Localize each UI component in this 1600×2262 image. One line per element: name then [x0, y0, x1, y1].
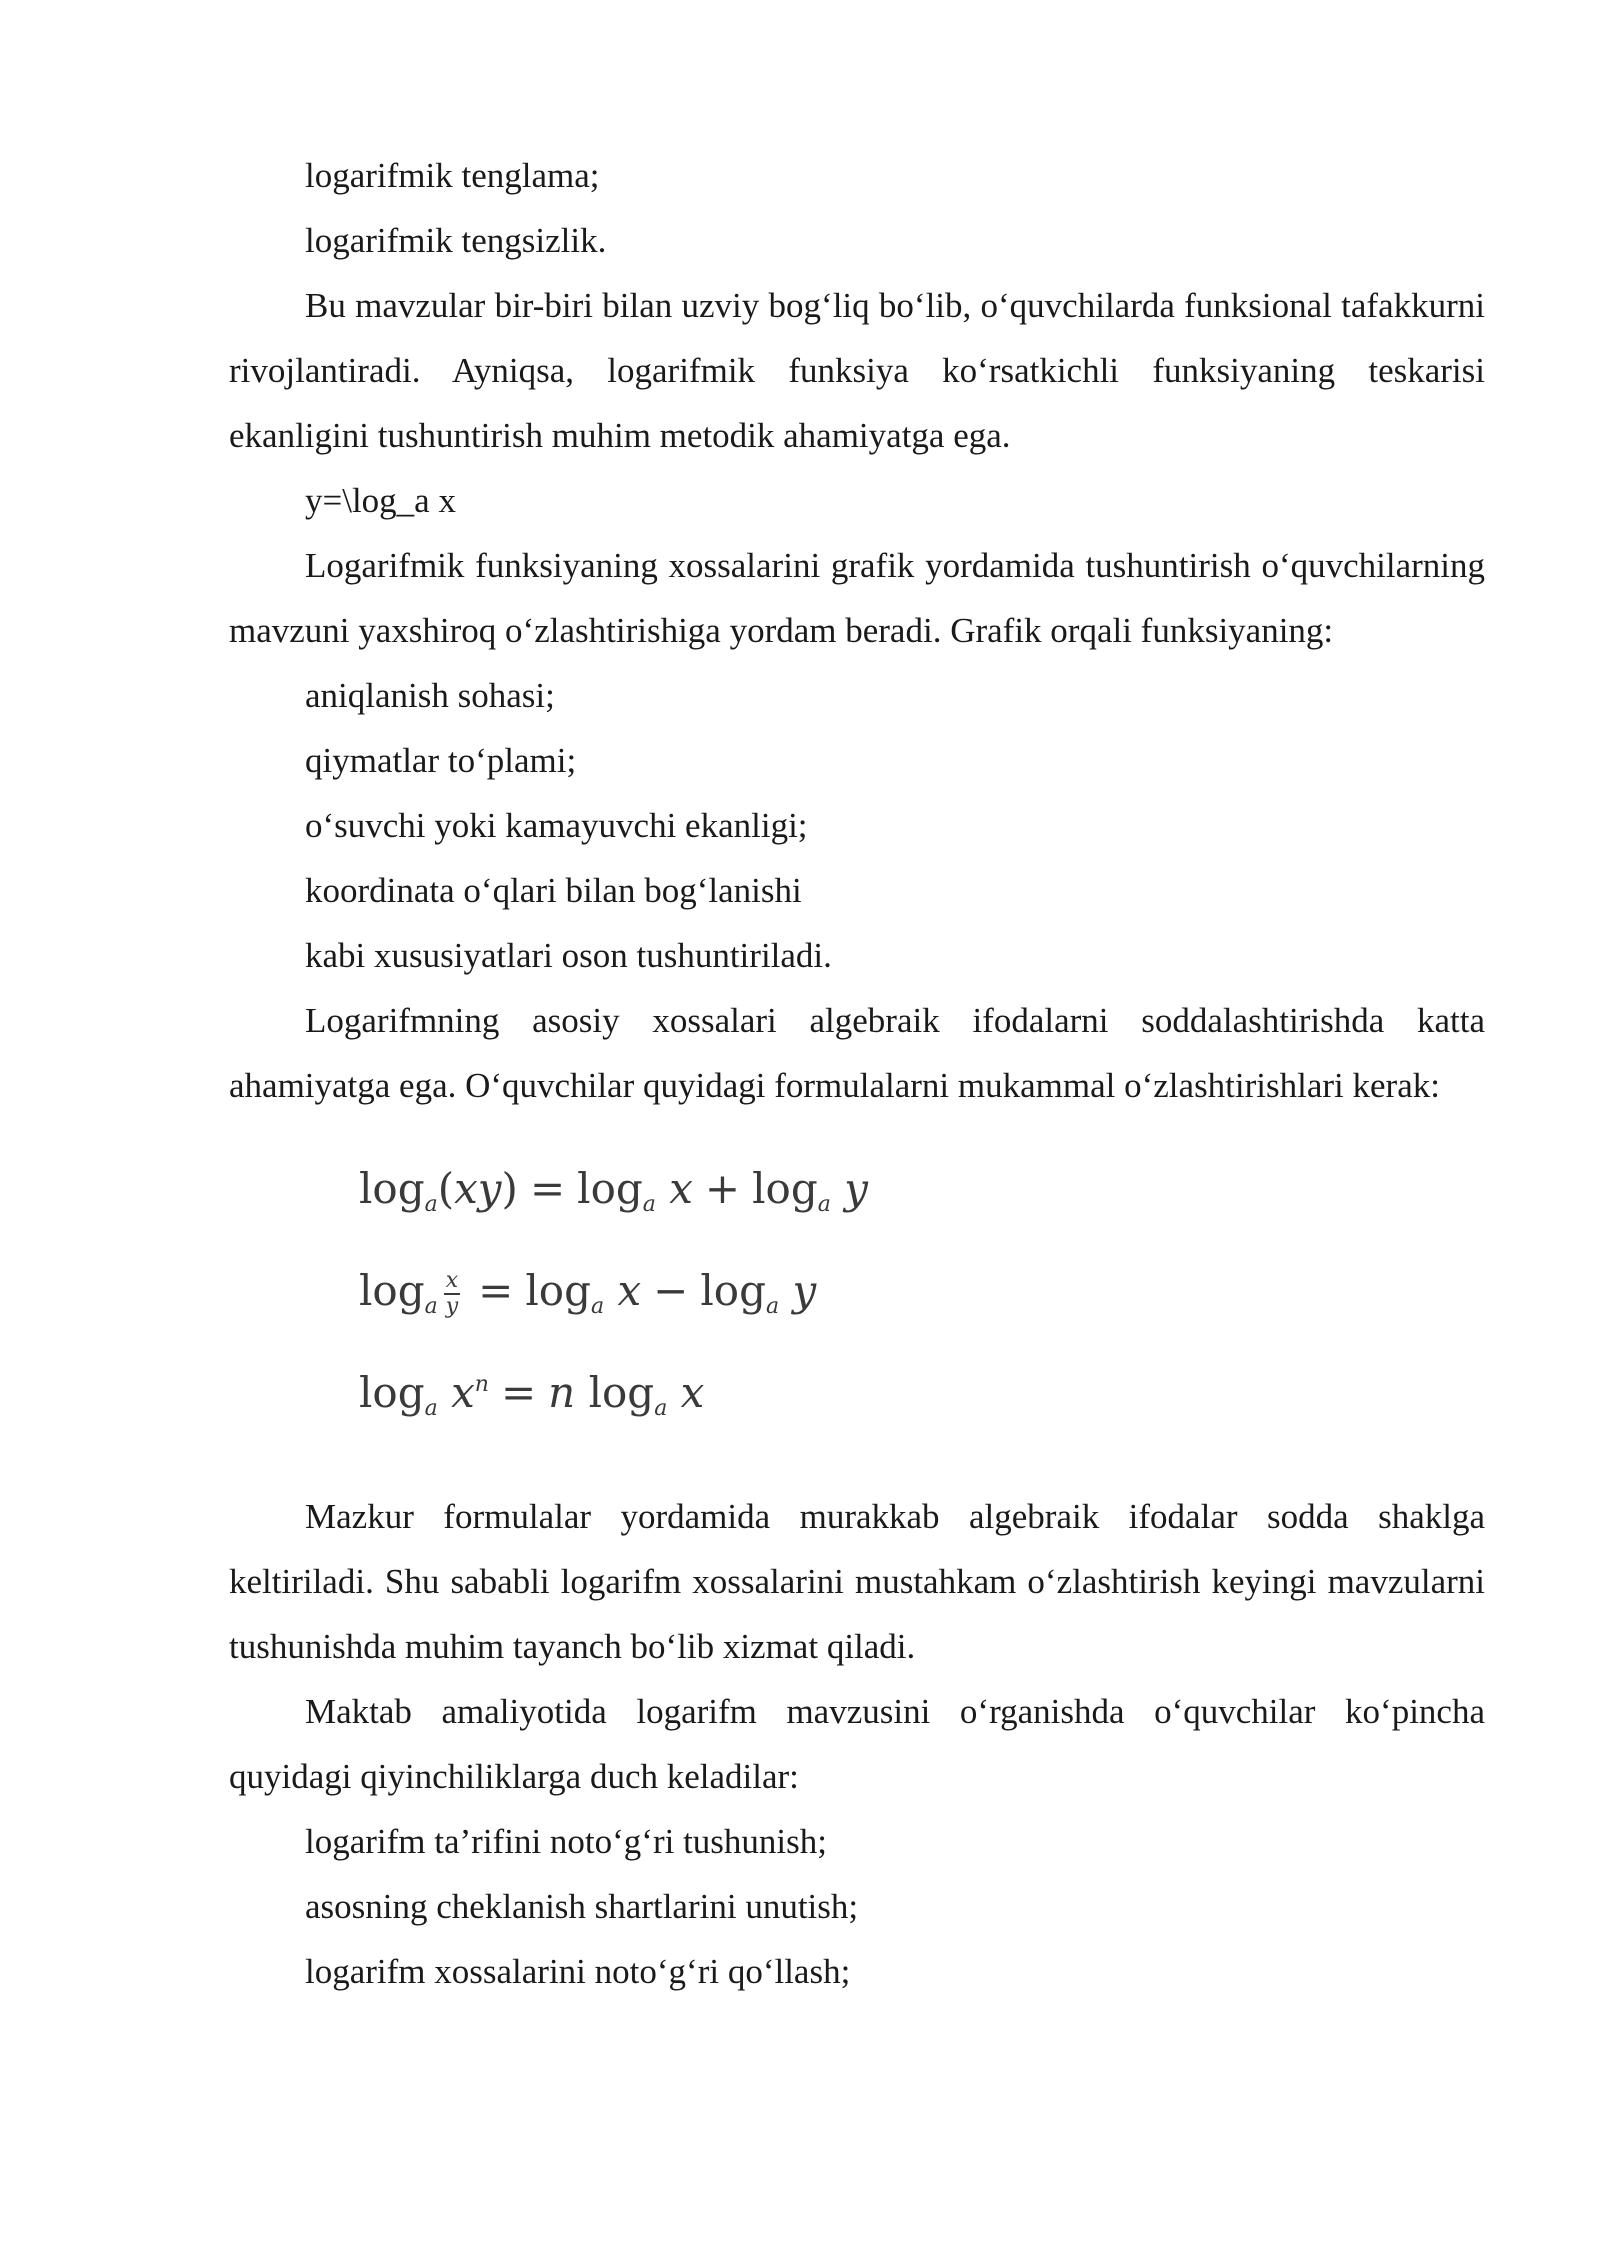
- fraction: [444, 1269, 460, 1319]
- formula-block: [229, 1118, 1485, 1484]
- argument: xy: [454, 1164, 502, 1213]
- equals-sign: =: [478, 1266, 514, 1315]
- list-item: kabi xususiyatlari oson tushuntiriladi.: [305, 936, 832, 975]
- list-item: aniqlanish sohasi;: [305, 676, 555, 715]
- log-base: a: [642, 1192, 656, 1217]
- list-item: koordinata o‘qlari bilan bog‘lanishi: [305, 871, 802, 910]
- minus-sign: −: [653, 1266, 689, 1315]
- list-item: asosning cheklanish shartlarini unutish;: [305, 1887, 859, 1926]
- paragraph: Maktab amaliyotida logarifm mavzusini o‘rganishda o‘quvchilar ko‘pincha quyidagi qiyinchiliklarga duch keladilar:: [229, 1692, 1485, 1796]
- log-base: a: [765, 1294, 780, 1319]
- log-operator: log: [359, 1368, 425, 1417]
- log-base: a: [424, 1192, 438, 1217]
- argument: x: [669, 1164, 693, 1213]
- log-base: a: [424, 1396, 438, 1421]
- list-item: logarifmik tengsizlik.: [305, 221, 607, 260]
- list-item: logarifm xossalarini noto‘g‘ri qo‘llash;: [305, 1952, 851, 1991]
- list-item: qiymatlar to‘plami;: [305, 741, 577, 780]
- log-base: a: [424, 1294, 438, 1319]
- log-base: a: [590, 1294, 605, 1319]
- paragraph: Mazkur formulalar yordamida murakkab algebraik ifodalar sodda shaklga keltiriladi. Shu sababli logarifm xossalarini mustahkam o‘zlashtirish keyingi mavzularni tushunishda muhim tayanch bo‘lib xizmat qiladi.: [229, 1497, 1485, 1666]
- paragraph: Bu mavzular bir-biri bilan uzviy bog‘liq bo‘lib, o‘quvchilarda funksional tafakkurni rivojlantiradi. Ayniqsa, logarifmik funksiya ko‘rsatkichli funksiyaning teskarisi ekanligini tushuntirish muhim metodik ahamiyatga ega.: [229, 286, 1485, 455]
- document-page: [229, 143, 1485, 2004]
- log-base: a: [654, 1396, 668, 1421]
- paragraph: Logarifmik funksiyaning xossalarini grafik yordamida tushuntirish o‘quvchilarning mavzuni yaxshiroq o‘zlashtirishiga yordam beradi. Grafik orqali funksiyaning:: [229, 546, 1485, 650]
- list-item: logarifmik tenglama;: [305, 156, 600, 195]
- log-operator: log: [588, 1368, 655, 1417]
- log-base: a: [817, 1192, 831, 1217]
- argument: y: [844, 1164, 868, 1213]
- argument: x: [617, 1266, 642, 1315]
- formula-text-line: y=\log_a x: [305, 481, 456, 520]
- plus-sign: +: [704, 1164, 741, 1213]
- formula-power-rule: [359, 1342, 1485, 1444]
- list-item: o‘suvchi yoki kamayuvchi ekanligi;: [305, 806, 808, 845]
- paren: (: [437, 1164, 455, 1213]
- log-operator: log: [525, 1266, 591, 1315]
- log-operator: log: [752, 1164, 818, 1213]
- list-item: logarifm ta’rifini noto‘g‘ri tushunish;: [305, 1822, 827, 1861]
- exponent: n: [474, 1372, 489, 1397]
- equals-sign: =: [500, 1368, 537, 1417]
- numerator: x: [444, 1269, 460, 1295]
- paren: ): [501, 1164, 518, 1213]
- formula-product-rule: [359, 1138, 1485, 1240]
- log-operator: log: [700, 1266, 766, 1315]
- argument: x: [680, 1368, 705, 1417]
- log-operator: log: [359, 1266, 425, 1315]
- log-operator: log: [359, 1164, 425, 1213]
- formula-quotient-rule: [359, 1240, 1485, 1342]
- argument: y: [792, 1266, 817, 1315]
- equals-sign: =: [529, 1164, 566, 1213]
- denominator: y: [445, 1294, 459, 1319]
- log-operator: log: [577, 1164, 643, 1213]
- argument: x: [451, 1368, 475, 1417]
- paragraph: Logarifmning asosiy xossalari algebraik ifodalarni soddalashtirishda katta ahamiyatga ega. O‘quvchilar quyidagi formulalarni mukammal o‘zlashtirishlari kerak:: [229, 1001, 1485, 1105]
- coefficient: n: [548, 1368, 576, 1417]
